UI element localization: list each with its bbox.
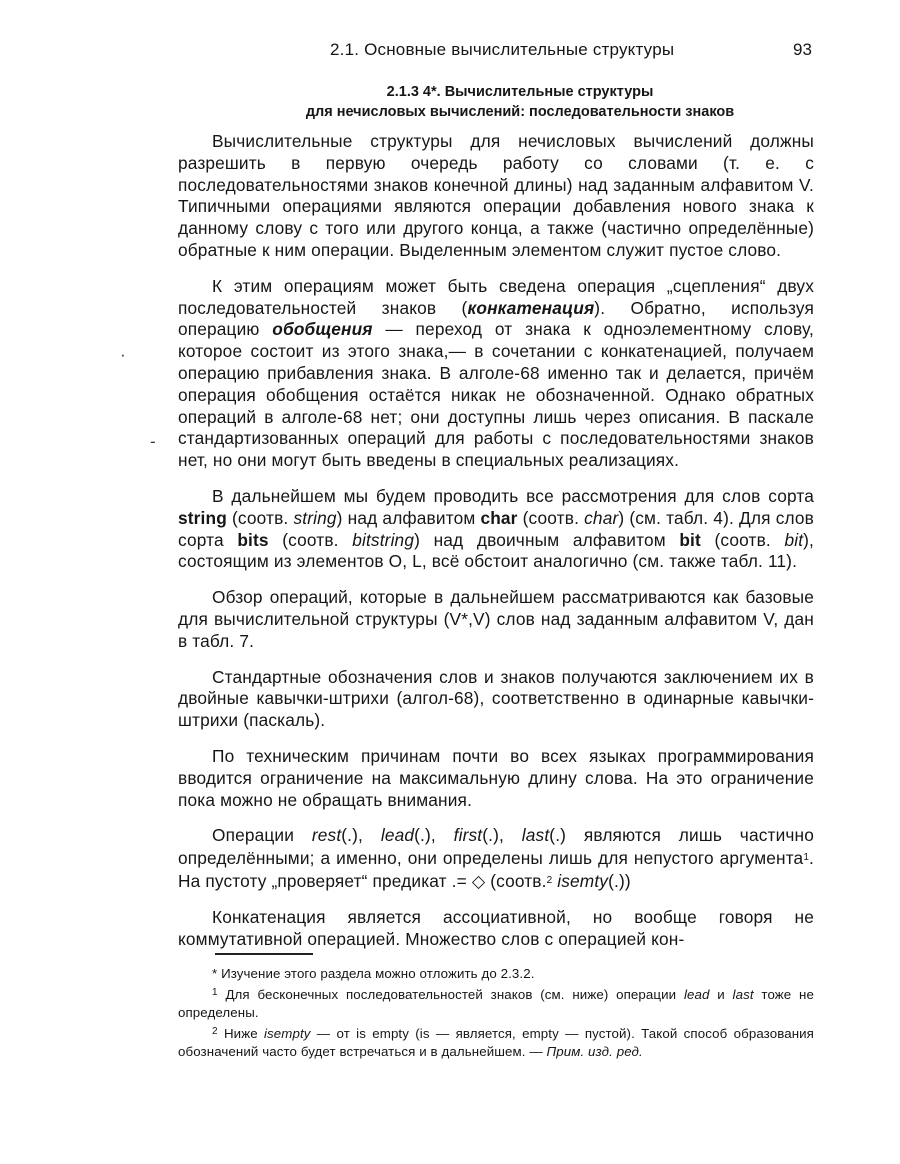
sort-name: bits — [237, 529, 269, 550]
footnote-1: $^1$ Для бесконечных последовательностей знаков (см. ниже) операции lead и last тоже не определены. — [178, 986, 814, 1020]
footnote-star: * Изучение этого раздела можно отложить до 2.3.2. — [212, 966, 535, 981]
footnote-ref: 1 — [803, 852, 810, 864]
operation-name: rest — [311, 825, 342, 846]
page-number: 93 — [793, 40, 812, 59]
term-concatenation: конкатенация — [467, 297, 595, 318]
sort-name: char — [584, 507, 619, 528]
sort-name: string — [178, 507, 227, 528]
section-heading-line-1: 2.1.3 4*. Вычислительные структуры — [386, 84, 654, 100]
paragraph: Стандартные обозначения слов и знаков получаются заключением их в двойные кавычки-штрихи (алгол-68), соответственно в одинарные кавычки-штрихи (паскаль). — [178, 666, 814, 731]
paragraph: Вычислительные структуры для нечисловых вычислений должны разрешить в первую очередь работу со словами (т. е. с последовательностями знаков конечной длины) над заданным алфавитом V. Типичными операциями являются операции добавления нового знака к данному слову с того или другого конца, а также (частично определённые) обратные к ним операции. Выделенным элементом служит пустое слово. — [178, 131, 814, 260]
paragraph: Операции rest(.), lead(.), first(.), last(.) являются лишь частично определёнными; а именно, они определены лишь для непустого аргумента$^1$. На пустоту „проверяет“ предикат .= ◇ (соотв.$^2$ isemty(.)) — [178, 825, 814, 891]
paragraph: Конкатенация является ассоциативной, но вообще говоря не коммутативной операцией. Множество слов с операцией кон- — [178, 906, 814, 949]
operation-name: first — [453, 825, 483, 846]
term-generalization: обобщения — [272, 319, 373, 340]
paragraph: В дальнейшем мы будем проводить все рассмотрения для слов сорта string (соотв. string) над алфавитом char (соотв. char) (см. табл. 4). Для слов сорта bits (соотв. bitstring) над двоичным алфавитом bit (соотв. bit), состоящим из элементов O, L, всё обстоит аналогично (см. также табл. 11). — [178, 485, 815, 572]
body-text — [178, 131, 814, 964]
operation-name: lead — [380, 825, 415, 846]
footnote-divider — [215, 953, 313, 955]
running-title: 2.1. Основные вычислительные структуры — [330, 40, 675, 59]
section-heading-line-2: для нечисловых вычислений: последовательности знаков — [305, 104, 735, 120]
margin-mark: - — [150, 432, 156, 451]
paragraph: К этим операциям может быть сведена операция „сцепления“ двух последовательностей знаков (конкатенация). Обратно, используя операцию обобщения — переход от знака к одноэлементному слову, которое состоит из этого знака,— в сочетании с конкатенацией, получаем операцию прибавления знака. В алголе-68 именно так и делается, причём операция обобщения остаётся никак не обозначенной. Однако обратных операций в алголе-68 нет; они доступны лишь через описания. В паскале стандартизованных операций для работы с последовательностями знаков нет, но они могут быть введены в специальных реализациях. — [178, 275, 814, 471]
operation-name: last — [521, 825, 550, 846]
sort-name: bit — [784, 529, 804, 550]
footnotes — [178, 965, 814, 1062]
sort-name: string — [293, 507, 337, 528]
footnote-2: $^2$ Ниже isempty — от is empty (is — является, empty — пустой). Такой способ образования обозначений часто будет встречаться и в дальнейшем. — Прим. изд. ред. — [178, 1025, 814, 1059]
sort-name: char — [480, 507, 518, 528]
sort-name: bit — [679, 529, 701, 550]
sort-name: bitstring — [352, 529, 415, 550]
footnote-ref: 2 — [546, 874, 553, 886]
paragraph: Обзор операций, которые в дальнейшем рассматриваются как базовые для вычислительной структуры (V*,V) слов над заданным алфавитом V, дан в табл. 7. — [178, 587, 814, 651]
margin-mark: · — [120, 345, 126, 364]
paragraph: По техническим причинам почти во всех языках программирования вводится ограничение на максимальную длину слова. На это ограничение пока можно не обращать внимания. — [178, 745, 814, 810]
operation-name: isemty — [557, 870, 609, 891]
